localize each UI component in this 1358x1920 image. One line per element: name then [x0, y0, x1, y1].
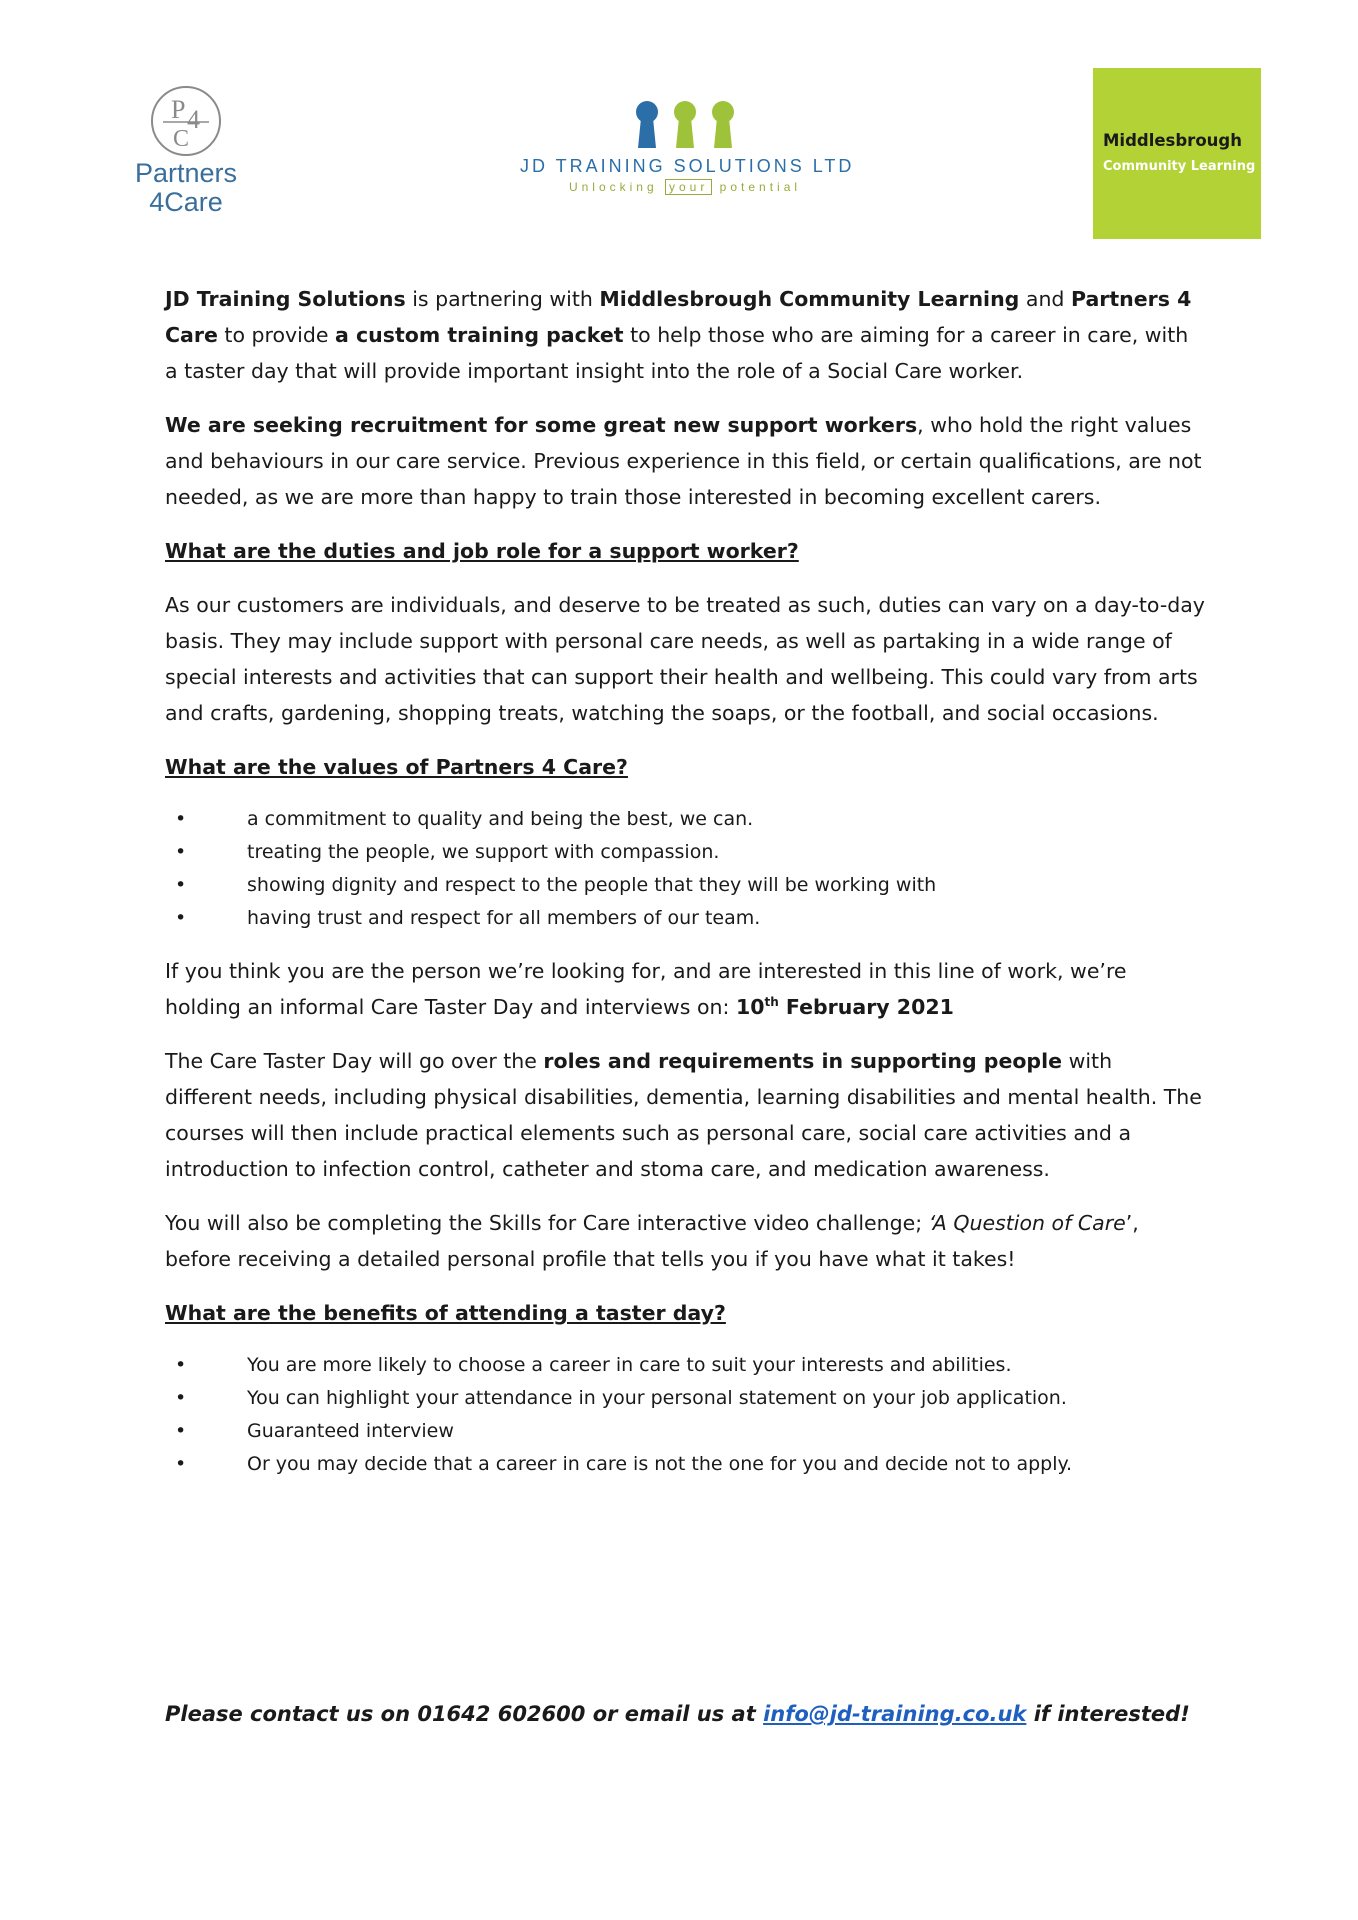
email-link[interactable]: info@jd-training.co.uk	[763, 1702, 1027, 1726]
p4c-name-line1: Partners	[134, 158, 238, 188]
recruitment-bold: We are seeking recruitment for some great new support workers	[165, 413, 918, 437]
taster-day-paragraph	[165, 1043, 1205, 1187]
bullet: •	[175, 1354, 187, 1376]
keyholes-icon	[625, 98, 745, 150]
interview-paragraph	[165, 953, 1205, 1025]
benefits-list	[165, 1349, 1205, 1481]
list-item	[165, 902, 1205, 935]
date-month-year: February 2021	[778, 995, 954, 1019]
org-jd-training: JD Training Solutions	[165, 287, 406, 311]
skills-text-1: You will also be completing the Skills for Care interactive video challenge;	[165, 1211, 929, 1235]
contact-text-end: if interested!	[1026, 1702, 1190, 1726]
contact-text: Please contact us on 01642 602600 or email us at	[165, 1702, 764, 1726]
jd-tagline-end: potential	[712, 180, 802, 194]
taster-text-1: The Care Taster Day will go over the	[165, 1049, 544, 1073]
interview-date	[736, 995, 954, 1019]
list-item	[165, 1415, 1205, 1448]
taster-bold: roles and requirements in supporting people	[543, 1049, 1063, 1073]
value-item-text: a commitment to quality and being the best, we can.	[247, 808, 754, 830]
jd-tagline-boxed-word: your	[665, 179, 712, 195]
list-item	[165, 1448, 1205, 1481]
benefit-item-text: Guaranteed interview	[247, 1420, 454, 1442]
middlesbrough-community-learning-logo	[1093, 68, 1261, 239]
jd-tagline	[520, 180, 850, 194]
custom-training-packet: a custom training packet	[335, 323, 624, 347]
value-item-text: treating the people, we support with compassion.	[247, 841, 720, 863]
list-item	[165, 869, 1205, 902]
intro-text-2: and	[1019, 287, 1071, 311]
bullet: •	[175, 841, 187, 863]
flyer-body	[165, 281, 1205, 1499]
values-list	[165, 803, 1205, 935]
duties-heading: What are the duties and job role for a support worker?	[165, 539, 799, 563]
taster-text-2: with different needs, including physical disabilities, dementia, learning disabilities and mental health. The courses will then include practical elements such as personal care, social care activities and a introduction to infection control, catheter and stoma care, and medication awareness.	[165, 1049, 1202, 1181]
mcl-name: Middlesbrough	[1103, 131, 1242, 150]
date-day: 10	[735, 995, 765, 1019]
recruitment-text: , who hold the right values and behaviours in our care service. Previous experience in this field, or certain qualifications, are not needed, as we are more than happy to train those interested in becoming excellent carers.	[165, 413, 1202, 509]
skills-paragraph	[165, 1205, 1205, 1277]
list-item	[165, 803, 1205, 836]
intro-paragraph	[165, 281, 1205, 389]
list-item	[165, 836, 1205, 869]
values-heading: What are the values of Partners 4 Care?	[165, 755, 628, 779]
list-item	[165, 1349, 1205, 1382]
duties-paragraph: As our customers are individuals, and deserve to be treated as such, duties can vary on a day-to-day basis. They may include support with personal care needs, as well as partaking in a wide range of special interests and activities that can support their health and wellbeing. This could vary from arts and crafts, gardening, shopping treats, watching the soaps, or the football, and social occasions.	[165, 593, 1205, 725]
p4c-name-line2: 4Care	[149, 187, 223, 217]
recruitment-paragraph	[165, 407, 1205, 515]
list-item	[165, 1382, 1205, 1415]
intro-text-1: is partnering with	[405, 287, 600, 311]
interview-text: If you think you are the person we’re looking for, and are interested in this line of work, we’re holding an informal Care Taster Day and interviews on:	[165, 959, 1127, 1019]
benefit-item-text: You are more likely to choose a career in care to suit your interests and abilities.	[247, 1354, 1012, 1376]
intro-text-3: to provide	[217, 323, 336, 347]
value-item-text: showing dignity and respect to the people that they will be working with	[247, 874, 937, 896]
bullet: •	[175, 1420, 187, 1442]
date-suffix: th	[764, 995, 779, 1009]
contact-line	[165, 1702, 1190, 1726]
intro-text-4: to help those who are aiming for a career in care, with a taster day that will provide important insight into the role of a Social Care worker.	[165, 323, 1189, 383]
value-item-text: having trust and respect for all members of our team.	[247, 907, 761, 929]
question-of-care-title: ‘A Question of Care	[928, 1211, 1126, 1235]
org-partners-4-care: Partners 4 Care	[165, 287, 1192, 347]
bullet: •	[175, 1387, 187, 1409]
jd-company-name: JD TRAINING SOLUTIONS LTD	[520, 156, 855, 176]
benefit-item-text: Or you may decide that a career in care is not the one for you and decide not to apply.	[247, 1453, 1073, 1475]
bullet: •	[175, 874, 187, 896]
benefits-heading: What are the benefits of attending a taster day?	[165, 1301, 726, 1325]
skills-text-2: ’, before receiving a detailed personal profile that tells you if you have what it takes!	[165, 1211, 1139, 1271]
partners-4-care-logo	[126, 84, 246, 224]
bullet: •	[175, 808, 187, 830]
bullet: •	[175, 907, 187, 929]
svg-text:4: 4	[187, 105, 200, 134]
org-middlesbrough: Middlesbrough Community Learning	[599, 287, 1020, 311]
bullet: •	[175, 1453, 187, 1475]
mcl-subtitle: Community Learning	[1103, 159, 1256, 174]
benefit-item-text: You can highlight your attendance in your personal statement on your job application.	[247, 1387, 1067, 1409]
svg-text:P: P	[171, 95, 186, 124]
svg-text:C: C	[173, 126, 190, 152]
jd-tagline-start: Unlocking	[568, 180, 665, 194]
jd-training-logo	[520, 98, 855, 198]
p4c-emblem-icon	[149, 84, 223, 158]
